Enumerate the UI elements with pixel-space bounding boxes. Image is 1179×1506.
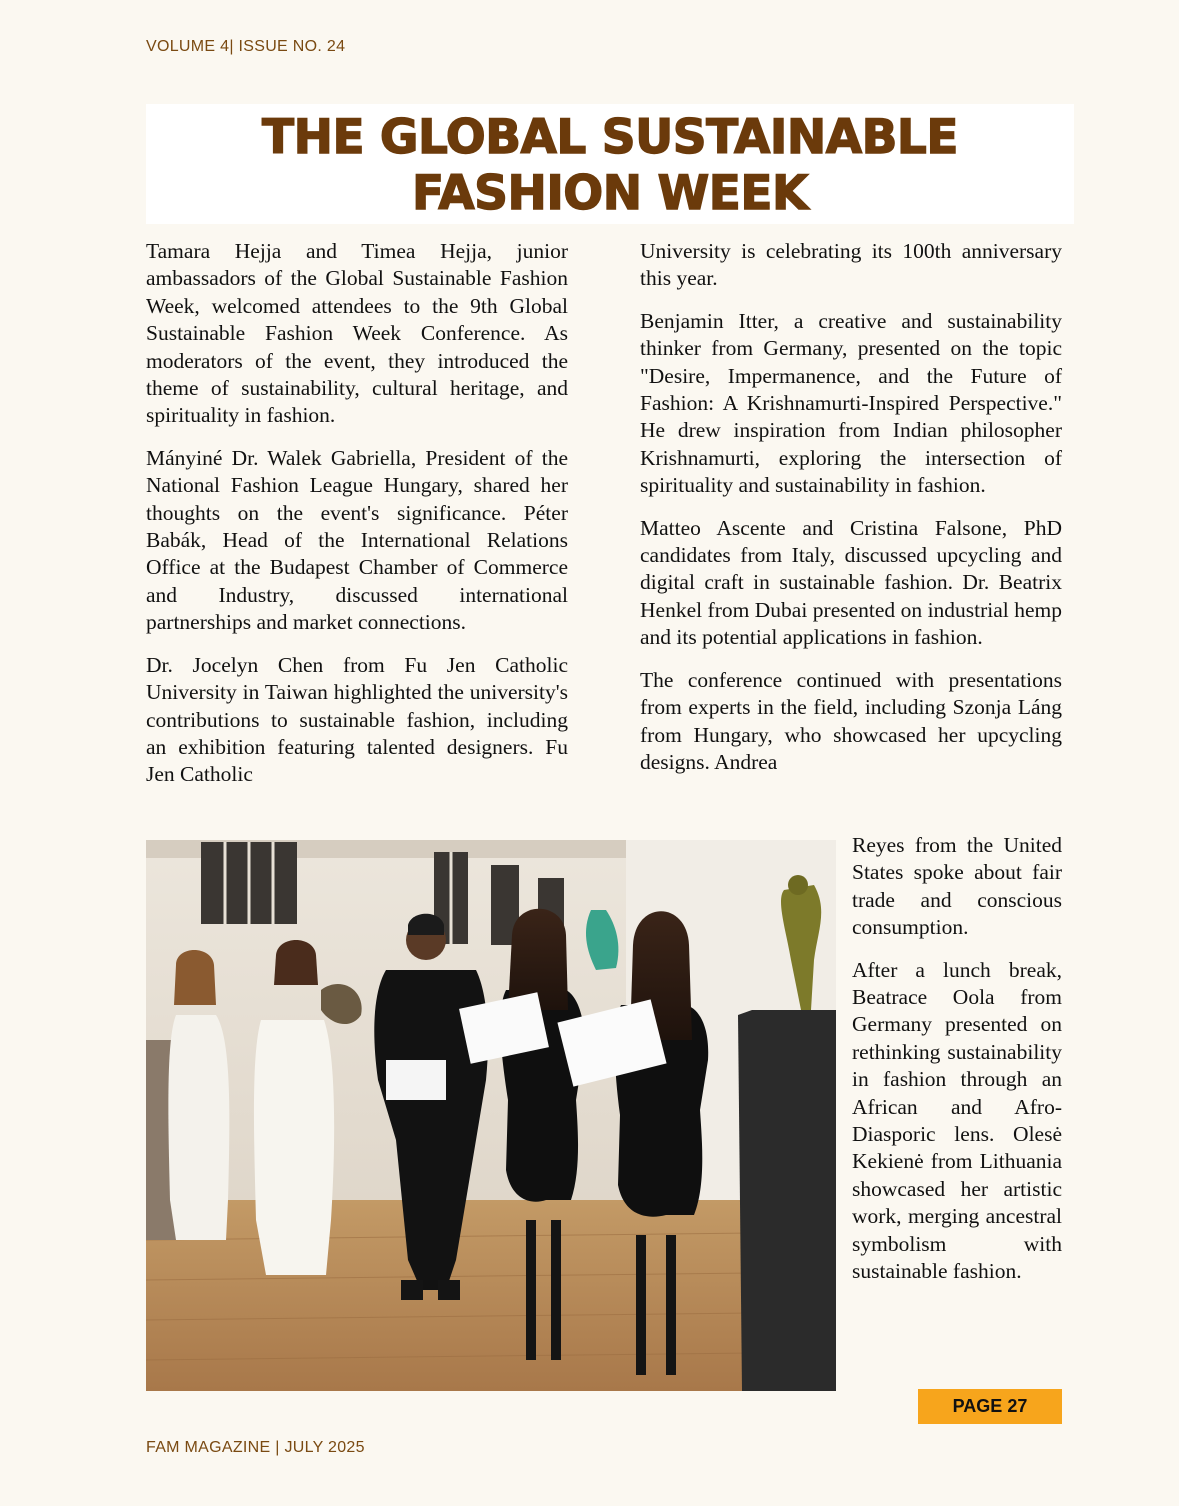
paragraph: The conference continued with presentations from experts in the field, including Szonja Láng from Hungary, who showcased her upcycling designs. Andrea	[640, 667, 1062, 774]
paragraph: Dr. Jocelyn Chen from Fu Jen Catholic University in Taiwan highlighted the university's contributions to sustainable fashion, including an exhibition featuring talented designers. Fu Jen Catholic	[146, 652, 568, 787]
paragraph: After a lunch break, Beatrace Oola from Germany presented on rethinking sustainability in fashion through an African and Afro-Diasporic lens. Olesė Kekienė from Lithuania showcased her artistic work, merging ancestral symbolism with sustainable fashion.	[852, 957, 1062, 1284]
narrow-column	[852, 832, 1062, 1301]
paragraph: Mányiné Dr. Walek Gabriella, President of the National Fashion League Hungary, shared her thoughts on the event's significance. Péter Babák, Head of the International Relations Office at the Budapest Chamber of Commerce and Industry, discussed international partnerships and market connections.	[146, 445, 568, 635]
title-line-2: FASHION WEEK	[412, 166, 808, 221]
paragraph: Reyes from the United States spoke about fair trade and conscious consumption.	[852, 833, 1062, 940]
paragraph: Tamara Hejja and Timea Hejja, junior ambassadors of the Global Sustainable Fashion Week, welcomed attendees to the 9th Global Sustainable Fashion Week Conference. As moderators of the event, they introduced the theme of sustainability, cultural heritage, and spirituality in fashion.	[146, 239, 568, 428]
right-column	[640, 238, 1062, 791]
article-title	[146, 110, 1074, 222]
title-box	[146, 104, 1074, 224]
page-number-badge: PAGE 27	[918, 1389, 1062, 1424]
issue-header: VOLUME 4| ISSUE NO. 24	[146, 38, 346, 55]
title-line-1: THE GLOBAL SUSTAINABLE	[262, 110, 958, 165]
magazine-footer: FAM MAGAZINE | JULY 2025	[146, 1439, 365, 1456]
paragraph: Matteo Ascente and Cristina Falsone, PhD candidates from Italy, discussed upcycling and digital craft in sustainable fashion. Dr. Beatrix Henkel from Dubai presented on industrial hemp and its potential applications in fashion.	[640, 515, 1062, 650]
paragraph: University is celebrating its 100th anniversary this year.	[640, 239, 1062, 291]
event-photo	[146, 840, 836, 1391]
paragraph: Benjamin Itter, a creative and sustainability thinker from Germany, presented on the topic "Desire, Impermanence, and the Future of Fashion: A Krishnamurti-Inspired Perspective." He drew inspiration from Indian philosopher Krishnamurti, exploring the intersection of spirituality and sustainability in fashion.	[640, 308, 1062, 498]
left-column	[146, 238, 568, 804]
